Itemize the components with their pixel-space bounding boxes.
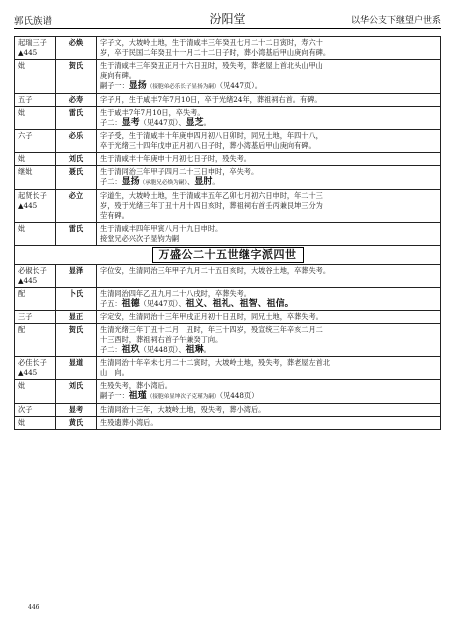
person-description [97, 311, 441, 324]
description-text: （接胞弟必乐长子显扬为嗣） [146, 84, 220, 90]
person-description [97, 404, 441, 417]
child-name: 显肘 [194, 177, 213, 187]
person-name: 必立 [56, 190, 97, 223]
relation-cell [15, 107, 56, 130]
description-text: 卒于光绪三十四年戊申正月初八日子时，葬小湾基后甲山庚向有碑。 [100, 141, 316, 150]
relation-cell [15, 324, 56, 357]
relation-cell [15, 404, 56, 417]
person-description [97, 265, 441, 288]
relation-label: 继妣 [18, 167, 33, 176]
relation-cell [15, 37, 56, 60]
person-name: 雷氏 [56, 107, 97, 130]
description-line [100, 81, 437, 92]
description-text: 生于清同治三年甲子四月二十三日申时，卒失考。 [100, 167, 259, 176]
person-description [97, 380, 441, 404]
person-row [15, 223, 441, 246]
description-text: 岁，殁于光绪三年丁丑十月十四日亥时，葬祖祠右首壬丙兼艮坤三分为 [100, 201, 323, 210]
generation-banner-section [15, 246, 441, 265]
description-text: （见447页）、 [139, 118, 186, 127]
person-row [15, 166, 441, 190]
description-text: 生殁遗葬小湾后。 [100, 418, 158, 427]
description-line [100, 48, 437, 58]
description-line [100, 95, 437, 105]
description-text: 茔有碑。 [100, 211, 129, 220]
relation-label: 六子 [18, 131, 33, 140]
description-text: 子二： [100, 177, 122, 186]
person-row [15, 324, 441, 357]
relation-label: 配 [18, 289, 26, 298]
header-center-title: 汾阳堂 [209, 12, 246, 26]
person-description [97, 357, 441, 380]
description-text: 字位安，生清同治三年甲子九月二十五日亥时，大坡谷土地，卒葬失考。 [100, 266, 331, 275]
person-row [15, 357, 441, 380]
description-line [100, 108, 437, 118]
relation-cell [15, 60, 56, 94]
child-name: 祖德 [121, 299, 140, 309]
person-description [97, 37, 441, 60]
relation-label: 妣 [18, 61, 26, 70]
relation-label: 起瑞三子 [18, 38, 47, 47]
description-text: 生殁失考，葬小湾后。 [100, 381, 172, 390]
relation-label: 配 [18, 325, 26, 334]
description-text: 。 [203, 118, 211, 127]
description-text: 生于清咸丰三年癸丑正月十六日丑时，殁失考，葬老屋上首北头山甲山 [100, 61, 323, 70]
description-text: 山 向。 [100, 368, 129, 377]
description-text: 子五： [100, 299, 122, 308]
description-text: 岁，卒于民国二年癸丑十一月二十二日子时，葬小湾基后甲山庚向有碑。 [100, 48, 331, 57]
description-text: 十三酉时，葬祖祠右首子午兼癸丁向。 [100, 335, 223, 344]
relation-label: 妣 [18, 154, 26, 163]
generation-banner: 万盛公二十五世继字派四世 [152, 247, 304, 263]
person-description [97, 417, 441, 430]
description-line [100, 224, 437, 234]
relation-cell [15, 265, 56, 288]
description-text: 字定安，生清同治十三年甲戌正月初十日丑时，同兄土地，卒葬失考。 [100, 312, 323, 321]
header-left-title: 郭氏族谱 [14, 16, 53, 27]
description-text: 嗣子一： [100, 391, 129, 400]
person-description [97, 166, 441, 190]
description-line [100, 358, 437, 368]
person-name: 雷氏 [56, 223, 97, 246]
relation-label: 次子 [18, 405, 33, 414]
person-row [15, 265, 441, 288]
person-row [15, 130, 441, 153]
description-line [100, 335, 437, 345]
description-line [100, 325, 437, 335]
child-name: 显扬 [128, 81, 147, 91]
person-row [15, 417, 441, 430]
genealogy-table [14, 36, 441, 430]
relation-label: 五子 [18, 95, 33, 104]
person-row [15, 288, 441, 311]
description-line [100, 131, 437, 141]
description-line [100, 201, 437, 211]
person-description [97, 60, 441, 94]
relation-cell [15, 380, 56, 404]
description-line [100, 289, 437, 299]
person-name: 卜氏 [56, 288, 97, 311]
relation-cell [15, 417, 56, 430]
person-description [97, 130, 441, 153]
relation-cell [15, 130, 56, 153]
description-text: （见447页）。 [219, 81, 262, 90]
description-text: 生于咸丰7年7月10日，卒失考。 [100, 108, 205, 117]
description-text: 子二： [100, 345, 122, 354]
person-name: 贺氏 [56, 324, 97, 357]
description-text: 字子文，大坡岭土地，生于清咸丰三年癸丑七月二十二日寅时，寿六十 [100, 38, 323, 47]
description-text: 嗣子一： [100, 81, 129, 90]
child-name: 显扬 [121, 177, 140, 187]
description-text: 字子月，生于咸丰7年7月10日，卒于光绪24年，葬祖祠右首。有碑。 [100, 95, 322, 104]
relation-cell [15, 190, 56, 223]
person-row [15, 404, 441, 417]
person-row [15, 311, 441, 324]
genealogy-bottom-section [15, 265, 441, 430]
page-header [14, 10, 441, 28]
description-text: 。 [212, 177, 220, 186]
person-description [97, 223, 441, 246]
relation-label: ▲445 [18, 368, 38, 377]
description-line [100, 61, 437, 71]
person-name: 显泽 [56, 265, 97, 288]
relation-label: 起贤长子 [18, 191, 47, 200]
description-text: （见448页） [219, 391, 259, 400]
person-name: 聂氏 [56, 166, 97, 190]
header-right-title: 以华公支下继望户世系 [350, 16, 441, 26]
relation-cell [15, 223, 56, 246]
generation-banner-row [15, 246, 441, 265]
description-line [100, 141, 437, 151]
child-name: 祖义、祖礼、祖智、祖信。 [185, 299, 294, 309]
description-text: （见447页）、 [139, 299, 186, 308]
relation-cell [15, 166, 56, 190]
person-name: 贺氏 [56, 60, 97, 94]
person-row [15, 380, 441, 404]
description-line [100, 71, 437, 81]
description-line [100, 405, 437, 415]
relation-cell [15, 153, 56, 166]
child-name: 祖琳 [185, 345, 204, 355]
relation-label: ▲445 [18, 201, 38, 210]
description-line [100, 312, 437, 322]
person-description [97, 107, 441, 130]
relation-label: 必俶长子 [18, 266, 47, 275]
person-row [15, 37, 441, 60]
description-text: 庚向有碑。 [100, 71, 136, 80]
child-name: 显芝 [185, 118, 204, 128]
relation-label: 必佳长子 [18, 358, 47, 367]
description-text: 生清光绪三年丁丑十二月 丑时，年三十四岁，殁宣统三年辛亥二月二 [100, 325, 323, 334]
relation-label: 三子 [18, 312, 33, 321]
description-text: 生清同治四年乙丑九月二十八戌时，卒葬失考。 [100, 289, 251, 298]
description-line [100, 211, 437, 221]
person-description [97, 153, 441, 166]
person-name: 显考 [56, 404, 97, 417]
description-line [100, 234, 437, 244]
description-text: 子二： [100, 118, 122, 127]
description-line [100, 345, 437, 355]
description-text: （承胞兄必焕为嗣） [139, 180, 188, 186]
person-row [15, 107, 441, 130]
relation-label: 妣 [18, 381, 26, 390]
person-name: 显正 [56, 311, 97, 324]
person-name: 显道 [56, 357, 97, 380]
description-line [100, 368, 437, 378]
description-text: 接堂兄必兴次子显钧为嗣 [100, 234, 180, 243]
description-line [100, 299, 437, 309]
description-line [100, 418, 437, 428]
description-text: （接胞弟显坤次子克瑾为嗣） [146, 394, 220, 400]
description-text: 、 [187, 177, 195, 186]
relation-cell [15, 357, 56, 380]
person-name: 必乐 [56, 130, 97, 153]
description-line [100, 154, 437, 164]
description-line [100, 167, 437, 177]
person-name: 刘氏 [56, 153, 97, 166]
description-line [100, 118, 437, 128]
person-row [15, 190, 441, 223]
relation-label: 妣 [18, 418, 26, 427]
description-text: 生清同治十三年，大坡岭土地，殁失考，葬小湾后。 [100, 405, 266, 414]
person-row [15, 60, 441, 94]
person-name: 黄氏 [56, 417, 97, 430]
relation-label: 妣 [18, 224, 26, 233]
relation-cell [15, 311, 56, 324]
person-name: 必寿 [56, 94, 97, 107]
person-name: 刘氏 [56, 380, 97, 404]
person-description [97, 94, 441, 107]
person-description [97, 324, 441, 357]
description-text: 生于清咸丰十年庚申十月初七日子时，殁失考。 [100, 154, 251, 163]
person-row [15, 153, 441, 166]
relation-label: ▲445 [18, 276, 38, 285]
relation-label: 妣 [18, 108, 26, 117]
child-name: 显考 [121, 118, 140, 128]
relation-label: ▲445 [18, 48, 38, 57]
description-line [100, 177, 437, 188]
child-name: 祖玖 [121, 345, 140, 355]
person-row [15, 94, 441, 107]
header-rule [14, 28, 441, 29]
page-number: 446 [28, 604, 40, 611]
description-line [100, 391, 437, 402]
description-text: （见448页）、 [139, 345, 186, 354]
description-text: 生清同治十年辛未七月二十二寅时，大坡岭土地，殁失考，葬老屋左首北 [100, 358, 331, 367]
description-line [100, 191, 437, 201]
relation-cell [15, 288, 56, 311]
person-name: 必焕 [56, 37, 97, 60]
genealogy-top-section [15, 37, 441, 246]
person-description [97, 190, 441, 223]
child-name: 祖瑾 [128, 391, 147, 401]
description-text: 生于清咸丰四年甲寅八月十九日申时。 [100, 224, 223, 233]
description-line [100, 381, 437, 391]
relation-cell [15, 94, 56, 107]
description-line [100, 38, 437, 48]
description-text: 字子受，生于清咸丰十年庚申四月初八日卯时，同兄土地，年四十八， [100, 131, 323, 140]
description-text: 。 [203, 345, 211, 354]
person-description [97, 288, 441, 311]
description-line [100, 266, 437, 276]
description-text: 字道生，大坡岭土地，生于清咸丰五年乙卯七月初六日申时，年二十三 [100, 191, 323, 200]
